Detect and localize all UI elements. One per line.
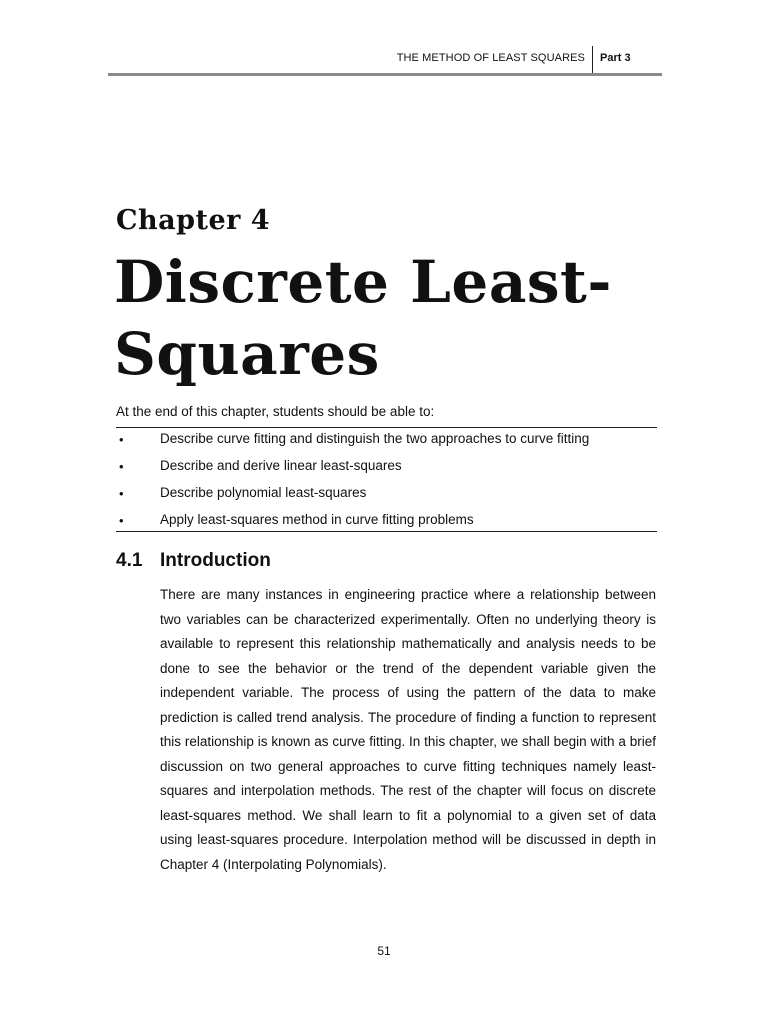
chapter-title: Discrete Least-Squares xyxy=(114,248,612,388)
objective-item xyxy=(116,482,657,509)
section-number: 4.1 xyxy=(116,550,143,571)
running-header-divider xyxy=(592,46,593,74)
section-title: Introduction xyxy=(160,550,271,571)
bullet-icon: • xyxy=(119,513,124,528)
bullet-icon: • xyxy=(119,432,124,447)
chapter-label: Chapter 4 xyxy=(116,205,271,236)
header-rule xyxy=(108,73,662,76)
objectives-intro: At the end of this chapter, students should be able to: xyxy=(116,404,435,419)
running-header-part: Part 3 xyxy=(600,52,631,64)
running-header-title: THE METHOD OF LEAST SQUARES xyxy=(396,52,585,64)
objective-text: Describe polynomial least-squares xyxy=(160,485,367,500)
objectives-bottom-rule xyxy=(116,531,657,532)
objective-text: Apply least-squares method in curve fitting problems xyxy=(160,512,474,527)
objective-text: Describe curve fitting and distinguish the two approaches to curve fitting xyxy=(160,431,590,446)
section-heading xyxy=(116,550,271,572)
objectives-list xyxy=(116,428,657,536)
objective-item xyxy=(116,428,657,455)
bullet-icon: • xyxy=(119,486,124,501)
running-header xyxy=(108,44,662,75)
objective-text: Describe and derive linear least-squares xyxy=(160,458,402,473)
page-number: 51 xyxy=(377,944,391,958)
bullet-icon: • xyxy=(119,459,124,474)
section-body-paragraph: There are many instances in engineering practice where a relationship between two variables can be characterized experimentally. Often no underlying theory is available to represent this relationship mathematically and analysis needs to be done to see the behavior or the trend of the dependent variable given the independent variable. The process of using the pattern of the data to make prediction is called trend analysis. The procedure of finding a function to represent this relationship is known as curve fitting. In this chapter, we shall begin with a brief discussion on two general approaches to curve fitting techniques namely least-squares and interpolation methods. The rest of the chapter will focus on discrete least-squares method. We shall learn to fit a polynomial to a given set of data using least-squares procedure. Interpolation method will be discussed in depth in Chapter 4 (Interpolating Polynomials). xyxy=(160,587,656,872)
objective-item xyxy=(116,455,657,482)
